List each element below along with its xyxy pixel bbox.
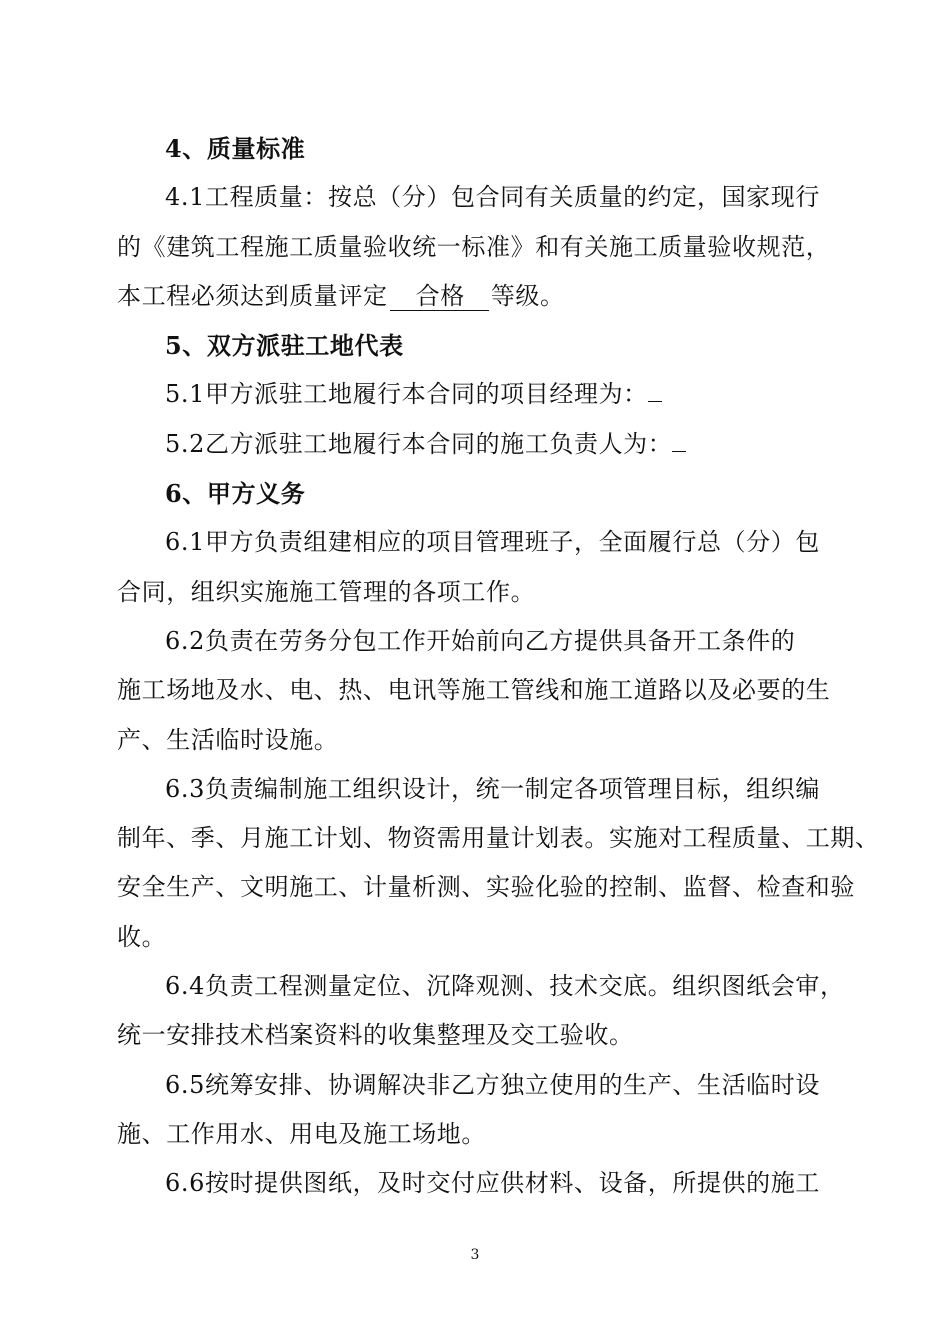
quality-grade-fill: 合格 [390,282,489,311]
clause-6-3-line-4: 收。 [117,922,167,951]
clause-6-3-line-3: 安全生产、文明施工、计量析测、实验化验的控制、监督、检查和验 [117,873,855,902]
section-heading-party-a-obligations: 6、甲方义务 [165,479,306,509]
clause-5-1 [117,370,837,419]
clause-5-2 [117,420,837,469]
clause-4-1-text-after: 等级。 [490,281,565,310]
section-heading-representatives: 5、双方派驻工地代表 [165,331,404,361]
clause-6-4-line-2: 统一安排技术档案资料的收集整理及交工验收。 [117,1021,634,1050]
clause-6-5-line-2: 施、工作用水、用电及施工场地。 [117,1119,486,1148]
clause-6-6-line-1: 6.6按时提供图纸，及时交付应供材料、设备，所提供的施工 [165,1169,820,1198]
clause-5-2-text: 5.2乙方派驻工地履行本合同的施工负责人为： [165,429,673,458]
clause-6-2-line-2: 施工场地及水、电、热、电讯等施工管线和施工道路以及必要的生 [117,676,831,705]
clause-6-2-line-3: 产、生活临时设施。 [117,725,339,754]
section-heading-quality: 4、质量标准 [165,134,306,163]
document-body [117,124,880,1209]
clause-5-1-text: 5.1甲方派驻工地履行本合同的项目经理为： [165,380,648,409]
clause-6-3-line-2: 制年、季、月施工计划、物资需用量计划表。实施对工程质量、工期、 [117,824,880,853]
clause-6-1-line-2: 合同，组织实施施工管理的各项工作。 [117,577,536,606]
clause-6-3-line-1: 6.3负责编制施工组织设计，统一制定各项管理目标，组织编 [165,774,820,803]
clause-6-5-line-1: 6.5统筹安排、协调解决非乙方独立使用的生产、生活临时设 [165,1070,820,1099]
clause-6-4-line-1: 6.4负责工程测量定位、沉降观测、技术交底。组织图纸会审， [165,972,845,1001]
clause-4-1-line-3 [117,272,837,321]
page-number: 3 [470,1247,480,1263]
project-manager-blank [648,379,662,402]
clause-4-1-line-2: 的《建筑工程施工质量验收统一标准》和有关施工质量验收规范， [117,232,831,261]
clause-6-2-line-1: 6.2负责在劳务分包工作开始前向乙方提供具备开工条件的 [165,626,796,655]
clause-4-1-text-before: 本工程必须达到质量评定 [117,281,388,310]
construction-lead-blank [672,429,686,452]
clause-6-1-line-1: 6.1甲方负责组建相应的项目管理班子，全面履行总（分）包 [165,528,820,557]
clause-4-1-line-1: 4.1工程质量：按总（分）包合同有关质量的约定，国家现行 [165,183,820,212]
